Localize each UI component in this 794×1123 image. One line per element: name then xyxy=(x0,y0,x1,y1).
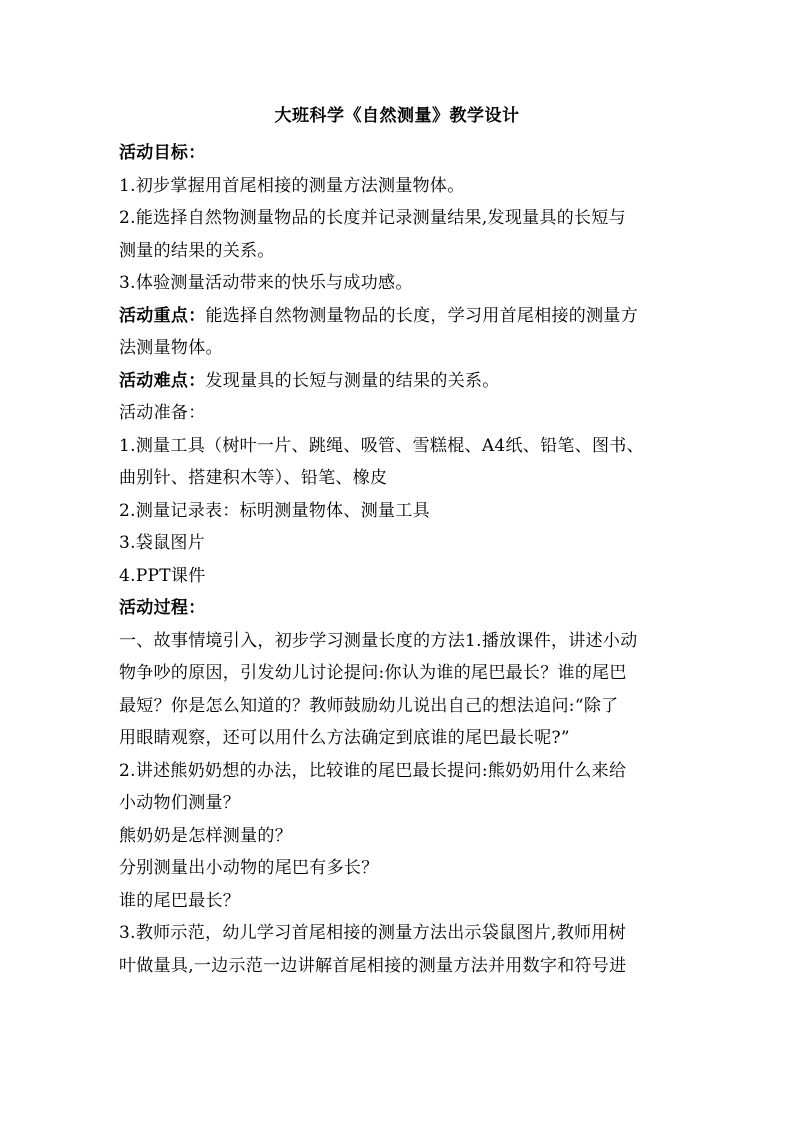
preparation-item: 2.测量记录表：标明测量物体、测量工具 xyxy=(119,500,430,521)
document-title: 大班科学《自然测量》教学设计 xyxy=(274,106,520,126)
preparation-item: 3.袋鼠图片 xyxy=(119,533,206,553)
key-point-line xyxy=(119,300,685,333)
process-heading: 活动过程： xyxy=(119,598,206,618)
goals-heading: 活动目标： xyxy=(119,143,206,163)
goal-item: 3.体验测量活动带来的快乐与成功感。 xyxy=(119,273,413,293)
process-paragraph-line: 熊奶奶是怎样测量的？ xyxy=(119,825,292,846)
preparation-item: 1.测量工具（树叶一片、跳绳、吸管、雪糕棍、A4纸、铅笔、图书、 xyxy=(119,435,644,456)
process-paragraph-line: 分别测量出小动物的尾巴有多长？ xyxy=(119,858,379,878)
goal-item: 1.初步掌握用首尾相接的测量方法测量物体。 xyxy=(119,175,465,196)
key-point-label: 活动重点： xyxy=(119,305,206,326)
document-body xyxy=(119,137,685,982)
process-paragraph-line: 叶做量具,一边示范一边讲解首尾相接的测量方法并用数字和符号进 xyxy=(119,955,627,976)
goal-item: 2.能选择自然物测量物品的长度并记录测量结果,发现量具的长短与 xyxy=(119,208,626,228)
process-paragraph-line: 3.教师示范，幼儿学习首尾相接的测量方法出示袋鼠图片,教师用树 xyxy=(119,923,626,943)
process-paragraph-line: 2.讲述熊奶奶想的办法，比较谁的尾巴最长提问:熊奶奶用什么来给 xyxy=(119,760,627,781)
process-paragraph-line: 用眼睛观察，还可以用什么方法确定到底谁的尾巴最长呢?” xyxy=(119,728,570,748)
process-paragraph-line: 物争吵的原因，引发幼儿讨论提问:你认为谁的尾巴最长？谁的尾巴 xyxy=(119,663,627,683)
preparation-item-continued: 曲别针、搭建积木等）、铅笔、橡皮 xyxy=(119,468,388,488)
key-point-continued: 法测量物体。 xyxy=(119,338,223,358)
process-paragraph-line: 小动物们测量？ xyxy=(119,793,241,813)
preparation-item: 4.PPT课件 xyxy=(119,565,206,586)
process-paragraph-line: 一、故事情境引入，初步学习测量长度的方法1.播放课件，讲述小动 xyxy=(119,630,638,651)
process-paragraph-line: 最短？你是怎么知道的？教师鼓励幼儿说出自己的想法追问:“除了 xyxy=(119,695,619,716)
goal-item-continued: 测量的结果的关系。 xyxy=(119,240,275,261)
process-paragraph-line: 谁的尾巴最长？ xyxy=(119,890,241,911)
preparation-heading: 活动准备： xyxy=(119,403,206,423)
key-point-text: 能选择自然物测量物品的长度，学习用首尾相接的测量方 xyxy=(205,305,638,326)
difficulty-text: 发现量具的长短与测量的结果的关系。 xyxy=(205,370,500,391)
difficulty-line xyxy=(119,365,685,398)
difficulty-label: 活动难点： xyxy=(119,370,206,391)
